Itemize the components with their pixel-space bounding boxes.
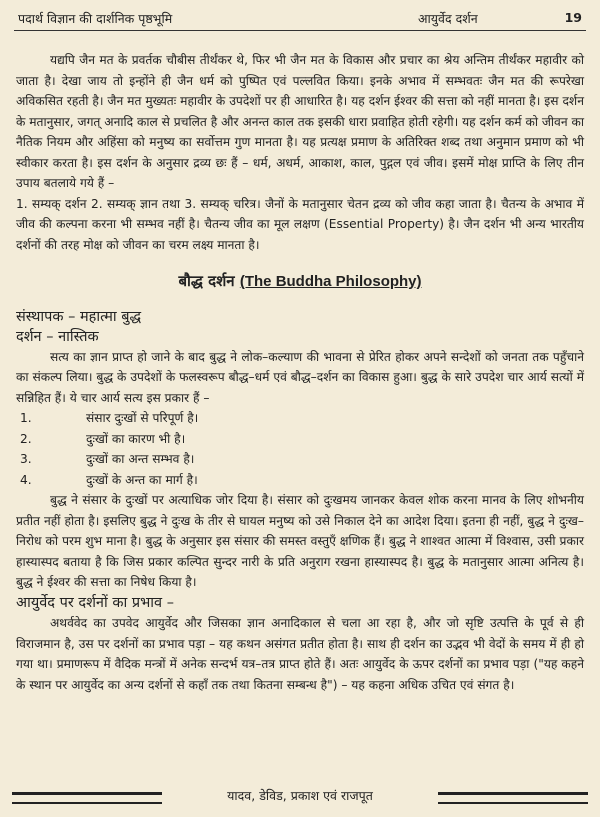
darshan-line: दर्शन – नास्तिक — [16, 328, 99, 345]
noble-truths-list — [16, 408, 584, 490]
chapter-title: आयुर्वेद दर्शन — [418, 11, 478, 26]
jain-paragraph-2: 1. सम्यक् दर्शन 2. सम्यक् ज्ञान तथा 3. सम्यक् चरित्र। जैनों के मतानुसार चेतन द्रव्य को जीव कहा जाता है। चैतन्य के अभाव में जीव की कल्पना करना भी सम्भव नहीं है। चैतन्य जीव का मूल लक्षण (Essential Property) है। जैन दर्शन भी अन्य भारतीय दर्शनों की तरह मोक्ष को जीवन का चरम लक्ष्य मानता है। — [16, 196, 584, 252]
buddha-paragraph-2: बुद्ध ने संसार के दुःखों पर अत्याधिक जोर दिया है। संसार को दुःखमय जानकर केवल शोक करना मानव के लिए शोभनीय प्रतीत नहीं होता है। इसलिए बुद्ध ने दुःख के तीर से घायल मनुष्य को उसे निकाल देने का आदेश दिया। इतना ही नहीं, बुद्ध ने दुःख–निरोध को परम शुभ माना है। बुद्ध के अनुसार इस संसार की समस्त वस्तुएँ क्षणिक हैं। बुद्ध ने शाश्वत आत्मा में विश्वास, उसी प्रकार हास्यास्पद बताया है कि जिस प्रकार कल्पित सुन्दर नारी के प्रति अनुराग रखना हास्यास्पद है। बुद्ध के मतानुसार आत्मा अनित्य है। बुद्ध ने ईश्वर की सत्ता का निषेध किया है। — [16, 493, 584, 589]
influence-paragraph: अथर्ववेद का उपवेद आयुर्वेद और जिसका ज्ञान अनादिकाल से चला आ रहा है, और जो सृष्टि उत्पत्ति के पूर्व से ही विराजमान है, उस पर दर्शनों का प्रभाव पड़ा – यह कथन असंगत प्रतीत होता है। साथ ही दर्शन का उद्भव भी वेदों के समय में ही हो गया था। प्रमाणरूप में वैदिक मन्त्रों में अनेक सन्दर्भ यत्र–तत्र प्राप्त होते हैं। अतः आयुर्वेद के ऊपर दर्शनों का प्रभाव पड़ा ("यह कहने के स्थान पर आयुर्वेद का अन्य दर्शनों से कहाँ तक तथा कितना सम्बन्ध है") – यह कहना अधिक उचित एवं संगत है। — [16, 616, 584, 692]
list-item: 1. संसार दुःखों से परिपूर्ण है। — [20, 411, 199, 425]
header-rule — [14, 30, 586, 31]
influence-heading: आयुर्वेद पर दर्शनों का प्रभाव – — [16, 594, 174, 611]
page-body — [16, 50, 584, 695]
running-title: पदार्थ विज्ञान की दार्शनिक पृष्ठभूमि — [18, 11, 173, 26]
page-footer — [12, 787, 588, 809]
page-header — [18, 10, 582, 30]
list-item: 2. दुःखों का कारण भी है। — [20, 431, 186, 446]
list-item: 4. दुःखों के अन्त का मार्ग है। — [20, 472, 198, 487]
section-heading-hindi: बौद्ध दर्शन — [178, 272, 235, 290]
footer-rule-right — [438, 792, 588, 804]
buddha-paragraph: सत्य का ज्ञान प्राप्त हो जाने के बाद बुद्ध ने लोक–कल्याण की भावना से प्रेरित होकर अपने सन्देशों को जनता तक पहुँचाने का संकल्प लिया। बुद्ध के उपदेशों के फलस्वरूप बौद्ध–धर्म एवं बौद्ध–दर्शन का विकास हुआ। बुद्ध के सारे उपदेश चार आर्य सत्यों में सन्निहित हैं। ये चार आर्य सत्य इस प्रकार हैं – — [16, 349, 584, 405]
jain-paragraph: यद्यपि जैन मत के प्रवर्तक चौबीस तीर्थंकर थे, फिर भी जैन मत के विकास और प्रचार का श्रेय अन्तिम तीर्थंकर महावीर को जाता है। देखा जाय तो इन्होंने ही जैन धर्म को पुष्पित एवं पल्लवित किया। इनके अभाव में सम्भवतः जैन मत की रूपरेखा अविकसित रहती है। जैन मत मुख्यतः महावीर के उपदेशों पर ही आधारित है। यह दर्शन ईश्वर की सत्ता को नहीं मानता है। इस दर्शन के मतानुसार, जगत् अनादि काल से प्रचलित है और अनन्त काल तक इसकी धारा प्रवाहित होती रहेगी। यह दर्शन कर्म को जीवन का नैतिक नियम और अहिंसा को मनुष्य का सर्वोत्तम गुण मानता है। यह प्रत्यक्ष प्रमाण के अतिरिक्त शब्द तथा अनुमान प्रमाण को भी स्वीकार करता है। इस दर्शन के अनुसार द्रव्य छः हैं – धर्म, अधर्म, आकाश, काल, पुद्गल एवं जीव। इसमें मोक्ष प्राप्ति के लिए तीन उपाय बतलाये गये हैं – — [16, 53, 584, 190]
section-heading-english: (The Buddha Philosophy) — [239, 273, 422, 290]
page-number: 19 — [564, 10, 582, 25]
footer-authors: यादव, डेविड, प्रकाश एवं राजपूत — [227, 788, 373, 803]
founder-line: संस्थापक – महात्मा बुद्ध — [16, 308, 142, 325]
list-item: 3. दुःखों का अन्त सम्भव है। — [20, 452, 195, 466]
section-heading-buddha — [16, 271, 584, 293]
